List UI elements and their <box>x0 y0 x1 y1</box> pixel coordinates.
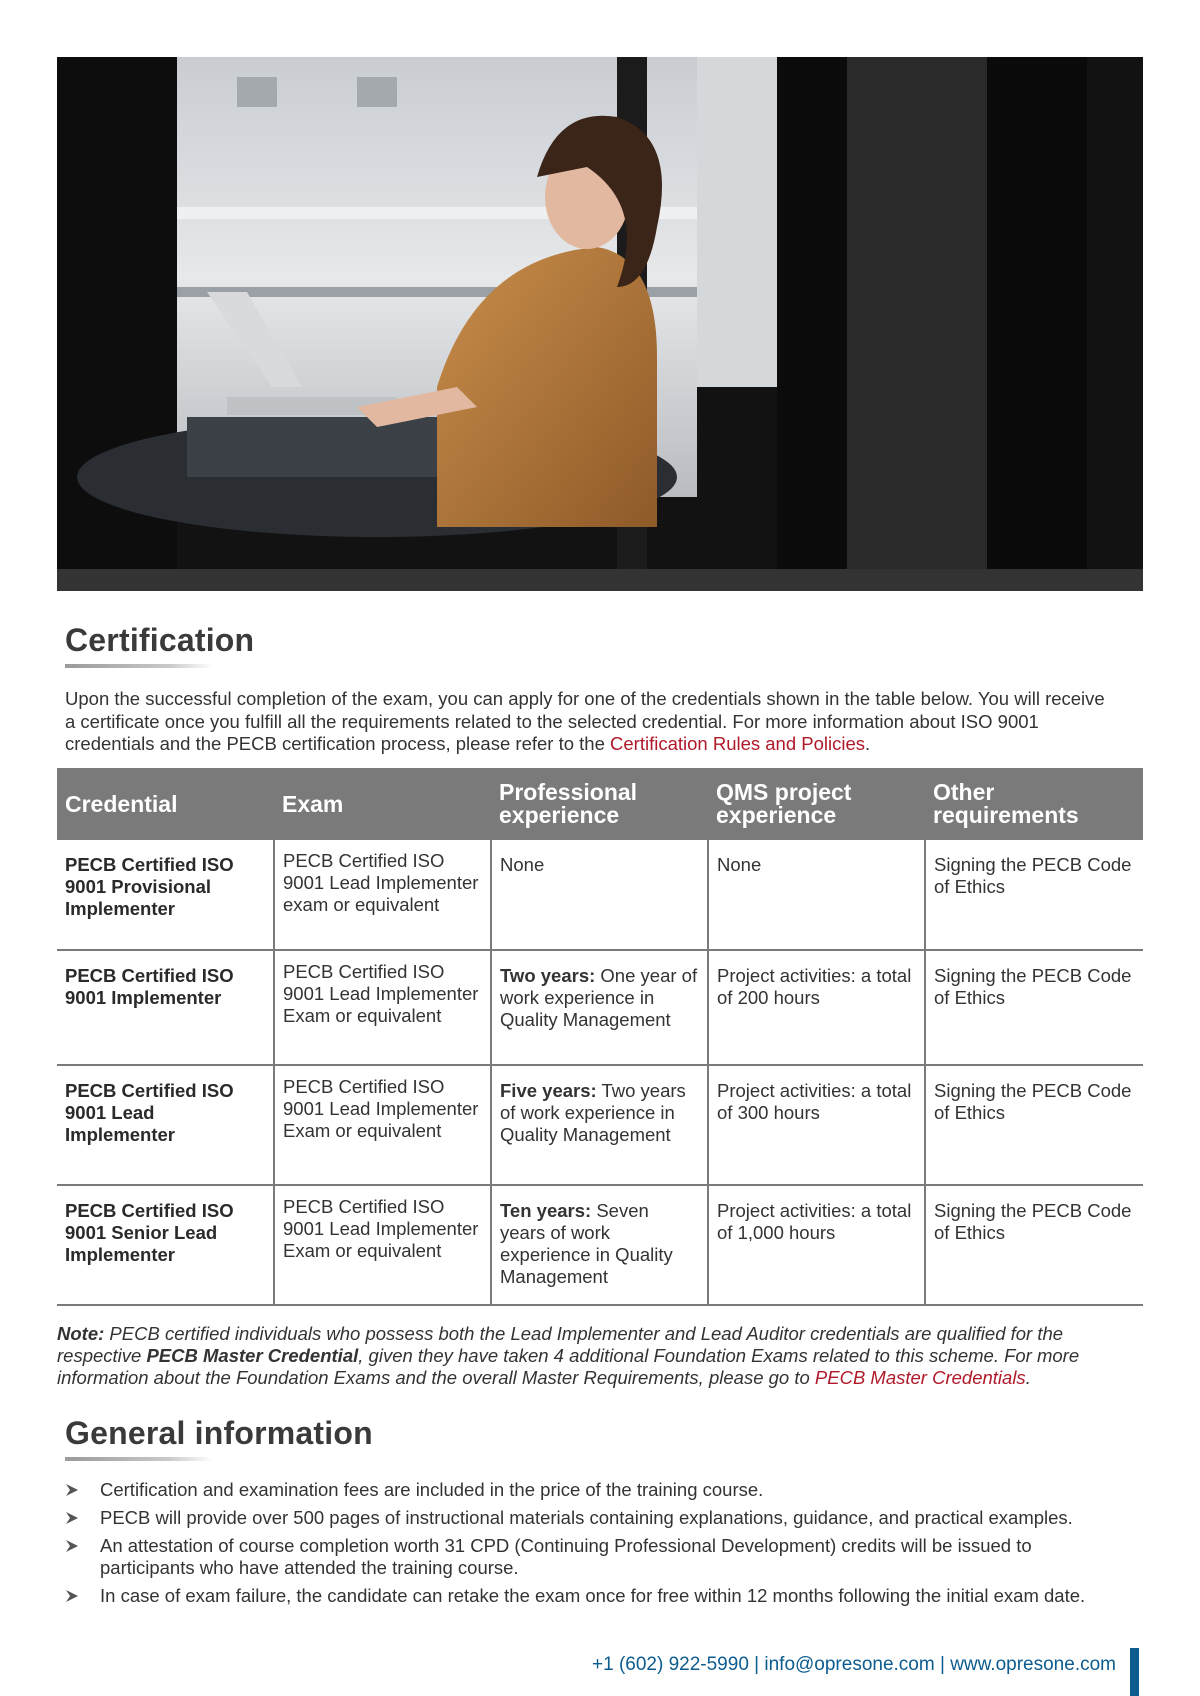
office-scene-image <box>57 57 1143 591</box>
cell-professional-experience <box>491 1185 708 1305</box>
experience-years: Ten years: <box>500 1200 592 1221</box>
list-item-text: PECB will provide over 500 pages of instructional materials containing explanations, guidance, and practical examples. <box>100 1507 1073 1528</box>
cell-qms-experience: Project activities: a total of 200 hours <box>708 950 925 1065</box>
arrowhead-bullet-icon <box>65 1483 79 1497</box>
cell-credential: PECB Certified ISO 9001 Lead Implementer <box>57 1065 274 1185</box>
header-credential: Credential <box>57 768 274 840</box>
note-bold: PECB Master Credential <box>146 1345 359 1366</box>
section-title-general-information: General information <box>65 1415 373 1451</box>
table-row <box>57 1185 1143 1305</box>
experience-years: Two years: <box>500 965 596 986</box>
cell-qms-experience: Project activities: a total of 1,000 hours <box>708 1185 925 1305</box>
cell-professional-experience <box>491 1065 708 1185</box>
credentials-table <box>57 768 1143 1306</box>
cell-other-requirements: Signing the PECB Code of Ethics <box>925 950 1143 1065</box>
cell-professional-experience <box>491 950 708 1065</box>
note-paragraph <box>57 1323 1117 1389</box>
cell-professional-experience <box>491 840 708 950</box>
cell-qms-experience: None <box>708 840 925 950</box>
certification-intro <box>65 688 1105 756</box>
table-header-row <box>57 768 1143 840</box>
arrowhead-bullet-icon <box>65 1539 79 1553</box>
experience-years: Five years: <box>500 1080 597 1101</box>
experience-detail: Two years of work experience in Quality Management <box>500 1080 686 1145</box>
cell-exam: PECB Certified ISO 9001 Lead Implementer exam or equivalent <box>274 840 491 950</box>
certification-rules-link[interactable]: Certification Rules and Policies <box>610 733 866 754</box>
header-professional-experience: Professional experience <box>491 768 708 840</box>
arrowhead-bullet-icon <box>65 1511 79 1525</box>
table-row <box>57 840 1143 950</box>
cell-other-requirements: Signing the PECB Code of Ethics <box>925 840 1143 950</box>
footer-contact: +1 (602) 922-5990 | info@opresone.com | www.opresone.com <box>592 1654 1116 1675</box>
experience-detail: None <box>500 854 545 875</box>
list-item <box>65 1535 1125 1579</box>
header-exam: Exam <box>274 768 491 840</box>
list-item <box>65 1479 1125 1501</box>
arrowhead-bullet-icon <box>65 1589 79 1603</box>
note-text-2: , given they have taken 4 additional Foundation Exams related to this scheme. For more information about the Foundation Exams and the overall Master Requirements, please go to <box>57 1345 1080 1388</box>
table-row <box>57 950 1143 1065</box>
cell-exam: PECB Certified ISO 9001 Lead Implementer Exam or equivalent <box>274 950 491 1065</box>
cell-other-requirements: Signing the PECB Code of Ethics <box>925 1065 1143 1185</box>
cell-other-requirements: Signing the PECB Code of Ethics <box>925 1185 1143 1305</box>
experience-detail: One year of work experience in Quality Management <box>500 965 698 1030</box>
cell-exam: PECB Certified ISO 9001 Lead Implementer Exam or equivalent <box>274 1185 491 1305</box>
title-underline <box>65 1457 213 1461</box>
header-other-requirements: Other requirements <box>925 768 1143 840</box>
table-row <box>57 1065 1143 1185</box>
list-item <box>65 1585 1125 1607</box>
cell-credential: PECB Certified ISO 9001 Implementer <box>57 950 274 1065</box>
list-item-text: Certification and examination fees are included in the price of the training course. <box>100 1479 764 1500</box>
intro-end: . <box>865 733 871 754</box>
experience-detail: Seven years of work experience in Quality Management <box>500 1200 673 1287</box>
cell-qms-experience: Project activities: a total of 300 hours <box>708 1065 925 1185</box>
list-item-text: In case of exam failure, the candidate can retake the exam once for free within 12 months following the initial exam date. <box>100 1585 1086 1606</box>
cell-exam: PECB Certified ISO 9001 Lead Implementer Exam or equivalent <box>274 1065 491 1185</box>
cell-credential: PECB Certified ISO 9001 Provisional Implementer <box>57 840 274 950</box>
hero-photo <box>57 57 1143 591</box>
list-item <box>65 1507 1125 1529</box>
note-text: PECB certified individuals who possess both the Lead Implementer and Lead Auditor credentials are qualified for the respective <box>57 1323 1064 1366</box>
list-item-text: An attestation of course completion worth 31 CPD (Continuing Professional Development) credits will be issued to participants who have attended the training course. <box>100 1535 1032 1578</box>
note-end: . <box>1025 1367 1031 1388</box>
footer-accent-bar <box>1130 1648 1139 1696</box>
note-label: Note: <box>57 1323 105 1344</box>
pecb-master-credentials-link[interactable]: PECB Master Credentials <box>814 1367 1026 1388</box>
title-underline <box>65 664 213 668</box>
general-info-list <box>65 1479 1125 1613</box>
header-qms-project-experience: QMS project experience <box>708 768 925 840</box>
section-title-certification: Certification <box>65 622 255 658</box>
intro-text: Upon the successful completion of the exam, you can apply for one of the credentials shown in the table below. You will receive a certificate once you fulfill all the requirements related to the selected credential. For more information about ISO 9001 credentials and the PECB certification process, please refer to the <box>65 688 1105 754</box>
cell-credential: PECB Certified ISO 9001 Senior Lead Implementer <box>57 1185 274 1305</box>
